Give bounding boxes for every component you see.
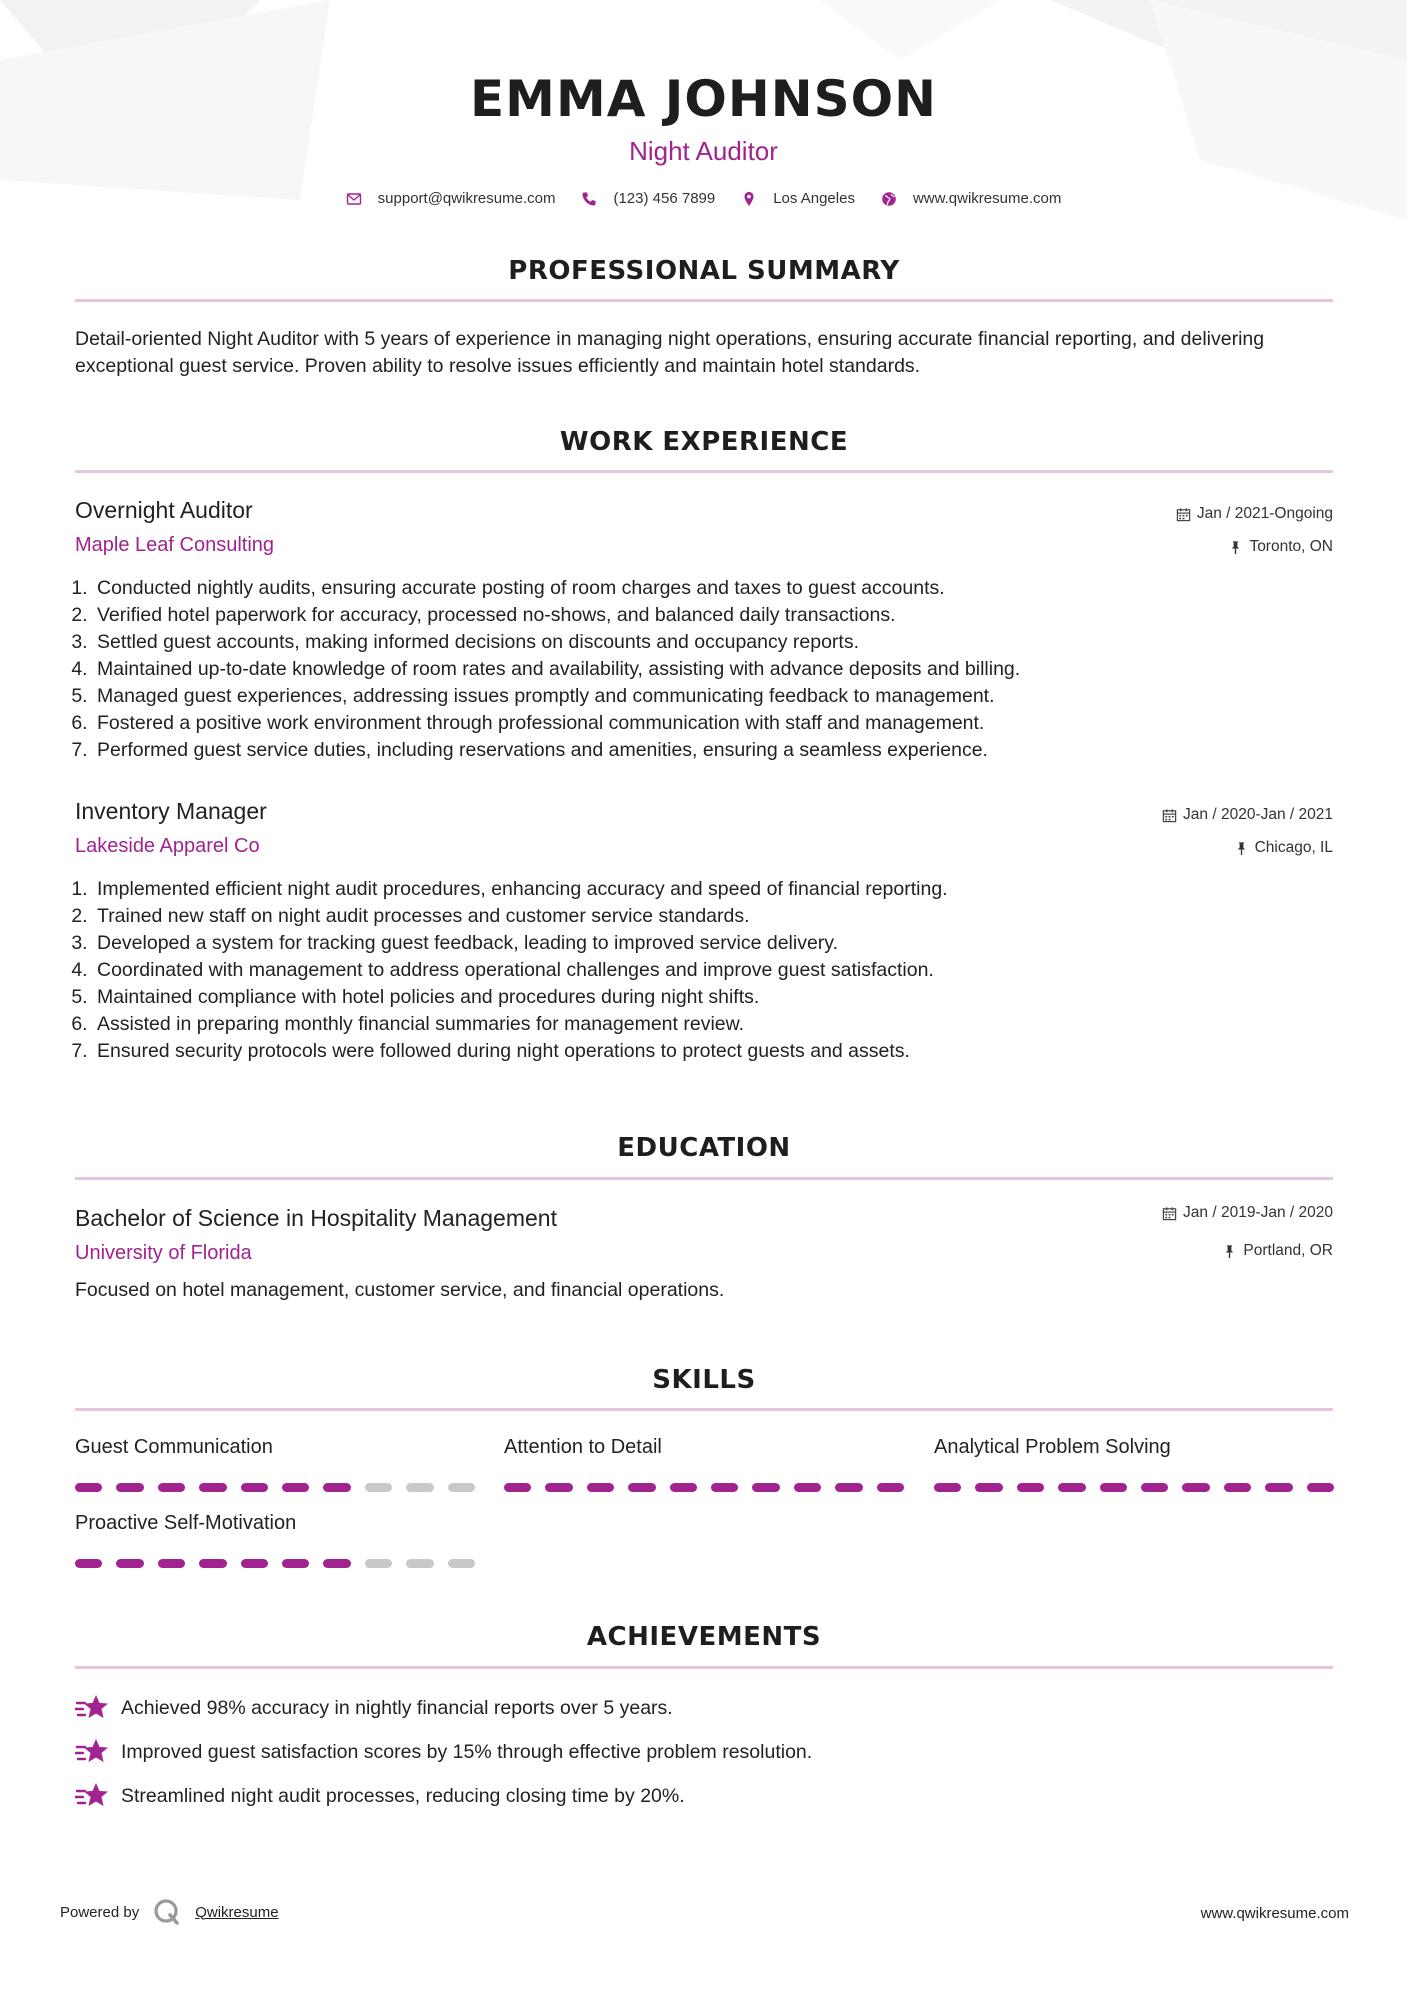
skill-dot-filled	[670, 1483, 697, 1492]
list-item: 2. Trained new staff on night audit processes and customer service standards.	[93, 903, 1333, 930]
skill-dot-empty	[448, 1559, 475, 1568]
list-item: 5. Maintained compliance with hotel policies and procedures during night shifts.	[93, 984, 1333, 1011]
contact-website[interactable]	[881, 190, 1061, 207]
list-item: 6. Fostered a positive work environment through professional communication with staff and management.	[93, 710, 1333, 737]
location-text: Portland, OR	[1243, 1242, 1333, 1259]
phone-text: (123) 456 7899	[613, 190, 716, 207]
skill-item	[75, 1436, 475, 1492]
skill-item	[504, 1436, 904, 1492]
job-title: Inventory Manager	[75, 798, 267, 824]
skill-item	[934, 1436, 1334, 1492]
dates-text: Jan / 2019-Jan / 2020	[1183, 1204, 1333, 1221]
skill-dot-filled	[545, 1483, 572, 1492]
list-item: 1. Implemented efficient night audit procedures, enhancing accuracy and speed of financial reporting.	[93, 876, 1333, 903]
star-icon	[75, 1693, 109, 1723]
location-text: Los Angeles	[773, 190, 855, 207]
candidate-name: EMMA JOHNSON	[470, 70, 937, 128]
skill-dot-filled	[1141, 1483, 1168, 1492]
list-item: 6. Assisted in preparing monthly financial summaries for management review.	[93, 1011, 1333, 1038]
list-item: 1. Conducted nightly audits, ensuring accurate posting of room charges and taxes to guest accounts.	[93, 575, 1333, 602]
contact-bar	[0, 190, 1407, 207]
achievement-item	[75, 1693, 673, 1723]
powered-by-label: Powered by	[60, 1903, 140, 1921]
calendar-icon	[1162, 808, 1177, 823]
skill-dot-filled	[877, 1483, 904, 1492]
phone-icon	[581, 191, 597, 207]
skill-dot-filled	[75, 1559, 102, 1568]
school-name: University of Florida	[75, 1242, 252, 1264]
skill-dot-filled	[158, 1559, 185, 1568]
achievement-text: Improved guest satisfaction scores by 15% through effective problem resolution.	[121, 1740, 813, 1763]
contact-location	[741, 190, 855, 207]
degree-title: Bachelor of Science in Hospitality Management	[75, 1205, 557, 1231]
skill-dot-filled	[1265, 1483, 1292, 1492]
calendar-icon	[1176, 507, 1191, 522]
skill-dot-filled	[199, 1483, 226, 1492]
achievement-item	[75, 1781, 685, 1811]
skill-dot-filled	[752, 1483, 779, 1492]
skill-dot-empty	[406, 1559, 433, 1568]
skill-rating	[75, 1559, 475, 1568]
list-item: 5. Managed guest experiences, addressing issues promptly and communicating feedback to management.	[93, 683, 1333, 710]
skill-dot-filled	[1307, 1483, 1334, 1492]
skill-dot-filled	[504, 1483, 531, 1492]
job-location	[1228, 538, 1333, 556]
skill-dot-filled	[934, 1483, 961, 1492]
footer-website-link[interactable]: www.qwikresume.com	[1200, 1905, 1349, 1922]
education-location	[1222, 1242, 1333, 1260]
email-text: support@qwikresume.com	[377, 190, 556, 207]
skill-label: Proactive Self-Motivation	[75, 1512, 297, 1534]
list-item: 7. Performed guest service duties, including reservations and amenities, ensuring a seamless experience.	[93, 737, 1333, 764]
skill-label: Attention to Detail	[504, 1436, 662, 1458]
skill-dot-filled	[794, 1483, 821, 1492]
skill-dot-filled	[1058, 1483, 1085, 1492]
job-location	[1234, 839, 1333, 857]
star-icon	[75, 1781, 109, 1811]
calendar-icon	[1162, 1206, 1177, 1221]
education-dates	[1162, 1204, 1333, 1222]
pin-icon	[1222, 1244, 1237, 1259]
pin-icon	[1234, 841, 1249, 856]
job-title: Overnight Auditor	[75, 497, 253, 523]
list-item: 4. Maintained up-to-date knowledge of room rates and availability, assisting with advance deposits and billing.	[93, 656, 1333, 683]
skill-dot-empty	[448, 1483, 475, 1492]
experience-heading: WORK EXPERIENCE	[559, 427, 849, 457]
location-text: Toronto, ON	[1249, 538, 1333, 555]
website-text: www.qwikresume.com	[912, 190, 1062, 207]
achievement-item	[75, 1737, 812, 1767]
skill-dot-filled	[1182, 1483, 1209, 1492]
contact-phone[interactable]	[581, 190, 715, 207]
education-heading: EDUCATION	[617, 1133, 791, 1163]
summary-divider	[75, 299, 1333, 302]
achievements-divider	[75, 1666, 1333, 1669]
brand-link[interactable]: Qwikresume	[195, 1903, 279, 1921]
location-text: Chicago, IL	[1254, 839, 1333, 856]
skill-dot-filled	[116, 1559, 143, 1568]
list-item: 2. Verified hotel paperwork for accuracy, processed no-shows, and balanced daily transactions.	[93, 602, 1333, 629]
skill-dot-empty	[365, 1483, 392, 1492]
skill-label: Analytical Problem Solving	[934, 1436, 1171, 1458]
job-responsibilities	[75, 575, 1333, 764]
qwikresume-logo-icon	[153, 1898, 181, 1926]
company-name: Lakeside Apparel Co	[75, 835, 260, 857]
achievement-text: Achieved 98% accuracy in nightly financial reports over 5 years.	[121, 1696, 673, 1719]
skill-dot-filled	[323, 1559, 350, 1568]
map-marker-icon	[741, 191, 757, 207]
skill-dot-filled	[241, 1559, 268, 1568]
job-dates	[1162, 806, 1333, 824]
skill-dot-filled	[711, 1483, 738, 1492]
summary-text: Detail-oriented Night Auditor with 5 years of experience in managing night operations, ensuring accurate financial reporting, and delivering exceptional guest service. Proven ability to resolve issues efficiently and maintain hotel standards.	[75, 328, 1265, 377]
dates-text: Jan / 2021-Ongoing	[1196, 505, 1333, 522]
summary-heading: PROFESSIONAL SUMMARY	[508, 256, 900, 286]
skill-dot-filled	[75, 1483, 102, 1492]
contact-email[interactable]	[346, 190, 556, 207]
job-dates	[1176, 505, 1333, 523]
skill-dot-filled	[282, 1559, 309, 1568]
globe-icon	[881, 191, 897, 207]
envelope-icon	[346, 191, 362, 207]
skill-dot-filled	[975, 1483, 1002, 1492]
skill-rating	[934, 1483, 1334, 1492]
skill-label: Guest Communication	[75, 1436, 273, 1458]
experience-divider	[75, 470, 1333, 473]
pin-icon	[1228, 540, 1243, 555]
skill-rating	[75, 1483, 475, 1492]
skill-dot-filled	[835, 1483, 862, 1492]
skill-item	[75, 1512, 475, 1568]
list-item: 4. Coordinated with management to address operational challenges and improve guest satisfaction.	[93, 957, 1333, 984]
skill-dot-filled	[282, 1483, 309, 1492]
star-icon	[75, 1737, 109, 1767]
achievement-text: Streamlined night audit processes, reducing closing time by 20%.	[121, 1784, 685, 1807]
education-description: Focused on hotel management, customer service, and financial operations.	[75, 1279, 725, 1301]
skill-dot-filled	[199, 1559, 226, 1568]
list-item: 7. Ensured security protocols were followed during night operations to protect guests and assets.	[93, 1038, 1333, 1065]
skill-dot-filled	[1100, 1483, 1127, 1492]
skill-dot-filled	[1017, 1483, 1044, 1492]
skill-dot-filled	[628, 1483, 655, 1492]
skill-dot-filled	[158, 1483, 185, 1492]
skill-dot-empty	[365, 1559, 392, 1568]
skill-dot-filled	[116, 1483, 143, 1492]
company-name: Maple Leaf Consulting	[75, 534, 275, 556]
achievements-heading: ACHIEVEMENTS	[586, 1622, 822, 1652]
dates-text: Jan / 2020-Jan / 2021	[1183, 806, 1333, 823]
candidate-role: Night Auditor	[629, 136, 778, 166]
skill-dot-filled	[323, 1483, 350, 1492]
education-divider	[75, 1177, 1333, 1180]
skill-rating	[504, 1483, 904, 1492]
skill-dot-filled	[1224, 1483, 1251, 1492]
job-responsibilities	[75, 876, 1333, 1065]
skill-dot-empty	[406, 1483, 433, 1492]
list-item: 3. Settled guest accounts, making informed decisions on discounts and occupancy reports.	[93, 629, 1333, 656]
resume-header	[0, 70, 1407, 167]
skill-dot-filled	[241, 1483, 268, 1492]
skills-heading: SKILLS	[652, 1365, 756, 1395]
skill-dot-filled	[587, 1483, 614, 1492]
list-item: 3. Developed a system for tracking guest feedback, leading to improved service delivery.	[93, 930, 1333, 957]
footer-powered-by	[60, 1898, 279, 1926]
skills-divider	[75, 1408, 1333, 1411]
